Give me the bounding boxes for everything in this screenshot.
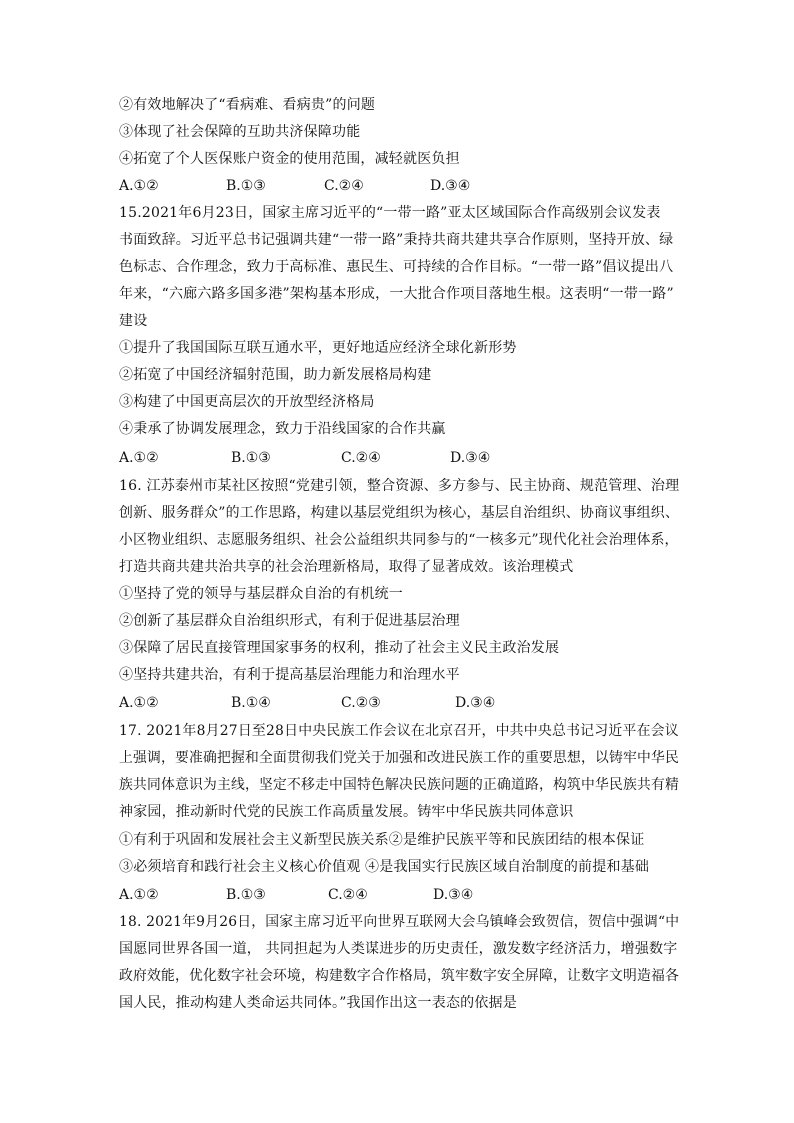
choice-c: C.②③ [341,695,381,711]
q15-stem-line: 色标志、合作理念，致力于高标准、惠民生、可持续的合作目标。“一带一路”倡议提出八 [119,259,674,275]
q16-option-2: ②创新了基层群众自治组织形式，有利于促进基层治理 [119,613,460,629]
choice-a: A.①② [119,178,159,194]
q15-stem-line: 书面致辞。习近平总书记强调共建“一带一路”秉持共商共建共享合作原则，坚持开放、绿 [119,232,674,248]
q15-option-1: ①提升了我国国际互联互通水平，更好地适应经济全球化新形势 [119,340,517,356]
q18-stem-line: 国人民，推动构建人类命运共同体。”我国作出这一表态的依据是 [119,995,517,1011]
q18-stem-line: 18. 2021年9月26日，国家主席习近平向世界互联网大会乌镇峰会致贺信，贺信中强调“中 [119,914,680,930]
choice-d: D.③④ [430,178,471,194]
q16-option-3: ③保障了居民直接管理国家事务的权利，推动了社会主义民主政治发展 [119,640,560,656]
choice-a: A.①② [119,695,159,711]
choice-c: C.②④ [324,178,364,194]
q16-option-4: ④坚持共建共治，有利于提高基层治理能力和治理水平 [119,667,460,683]
q17-stem-line: 族共同体意识为主线，坚定不移走中国特色解决民族问题的正确道路，构筑中华民族共有精 [119,777,679,793]
q15-option-4: ④秉承了协调发展理念，致力于沿线国家的合作共赢 [119,421,446,437]
q16-choices [119,694,679,712]
q15-option-2: ②拓宽了中国经济辐射范围，助力新发展格局构建 [119,367,432,383]
q16-stem-line: 创新、服务群众”的工作思路，构建以基层党组织为核心，基层自治组织、协商议事组织、 [119,505,680,521]
q17-stem-line: 17. 2021年8月27日至28日中央民族工作会议在北京召开，中共中央总书记习近平在会议 [119,723,679,739]
choice-a: A.①② [119,450,159,466]
choice-d: D.③④ [433,887,474,903]
q14-option-2: ②有效地解决了“看病难、看病贵”的问题 [119,97,376,113]
q15-stem-line: 年来，“六廊六路多国多港”架构基本形成，一大批合作项目落地生根。这表明“一带一路” [119,286,674,302]
choice-c: C.②④ [341,450,381,466]
q15-stem-line: 15.2021年6月23日，国家主席习近平的“一带一路”亚太区域国际合作高级别会议发表 [119,205,661,221]
choice-d: D.③④ [455,695,496,711]
q14-option-4: ④拓宽了个人医保账户资金的使用范围，减轻就医负担 [119,151,460,167]
choice-c: C.②④ [328,887,368,903]
choice-a: A.①② [119,887,159,903]
q18-stem-line: 国愿同世界各国一道， 共同担起为人类谋进步的历史责任，激发数字经济活力，增强数字 [119,941,678,957]
q15-stem-line: 建设 [119,313,148,329]
q17-options-row-2: ③必须培育和践行社会主义核心价值观 ④是我国实行民族区域自治制度的前提和基础 [119,859,650,875]
q14-option-3: ③体现了社会保障的互助共济保障功能 [119,124,361,140]
q16-stem-line: 16. 江苏泰州市某社区按照“党建引领，整合资源、多方参与、民主协商、规范管理、治理 [119,478,680,494]
q17-stem-line: 神家园，推动新时代党的民族工作高质量发展。铸牢中华民族共同体意识 [119,804,574,820]
q16-option-1: ①坚持了党的领导与基层群众自治的有机统一 [119,586,403,602]
choice-d: D.③④ [450,450,491,466]
choice-b: B.①③ [226,178,266,194]
q18-stem-line: 政府效能，优化数字社会环境，构建数字合作格局，筑牢数字安全屏障，让数字文明造福各 [119,968,679,984]
q17-choices [119,886,679,904]
q15-option-3: ③构建了中国更高层次的开放型经济格局 [119,394,375,410]
q14-choices [119,177,679,195]
q16-stem-line: 打造共商共建共治共享的社会治理新格局，取得了显著成效。该治理模式 [119,559,574,575]
q15-choices [119,449,679,467]
q17-options-row-1: ①有利于巩固和发展社会主义新型民族关系②是维护民族平等和民族团结的根本保证 [119,832,645,848]
choice-b: B.①③ [226,887,266,903]
choice-b: B.①③ [231,450,271,466]
q17-stem-line: 上强调，要准确把握和全面贯彻我们党关于加强和改进民族工作的重要思想，以铸牢中华民 [119,750,679,766]
q16-stem-line: 小区物业组织、志愿服务组织、社会公益组织共同参与的“一核多元”现代化社会治理体系， [119,532,679,548]
choice-b: B.①④ [231,695,271,711]
